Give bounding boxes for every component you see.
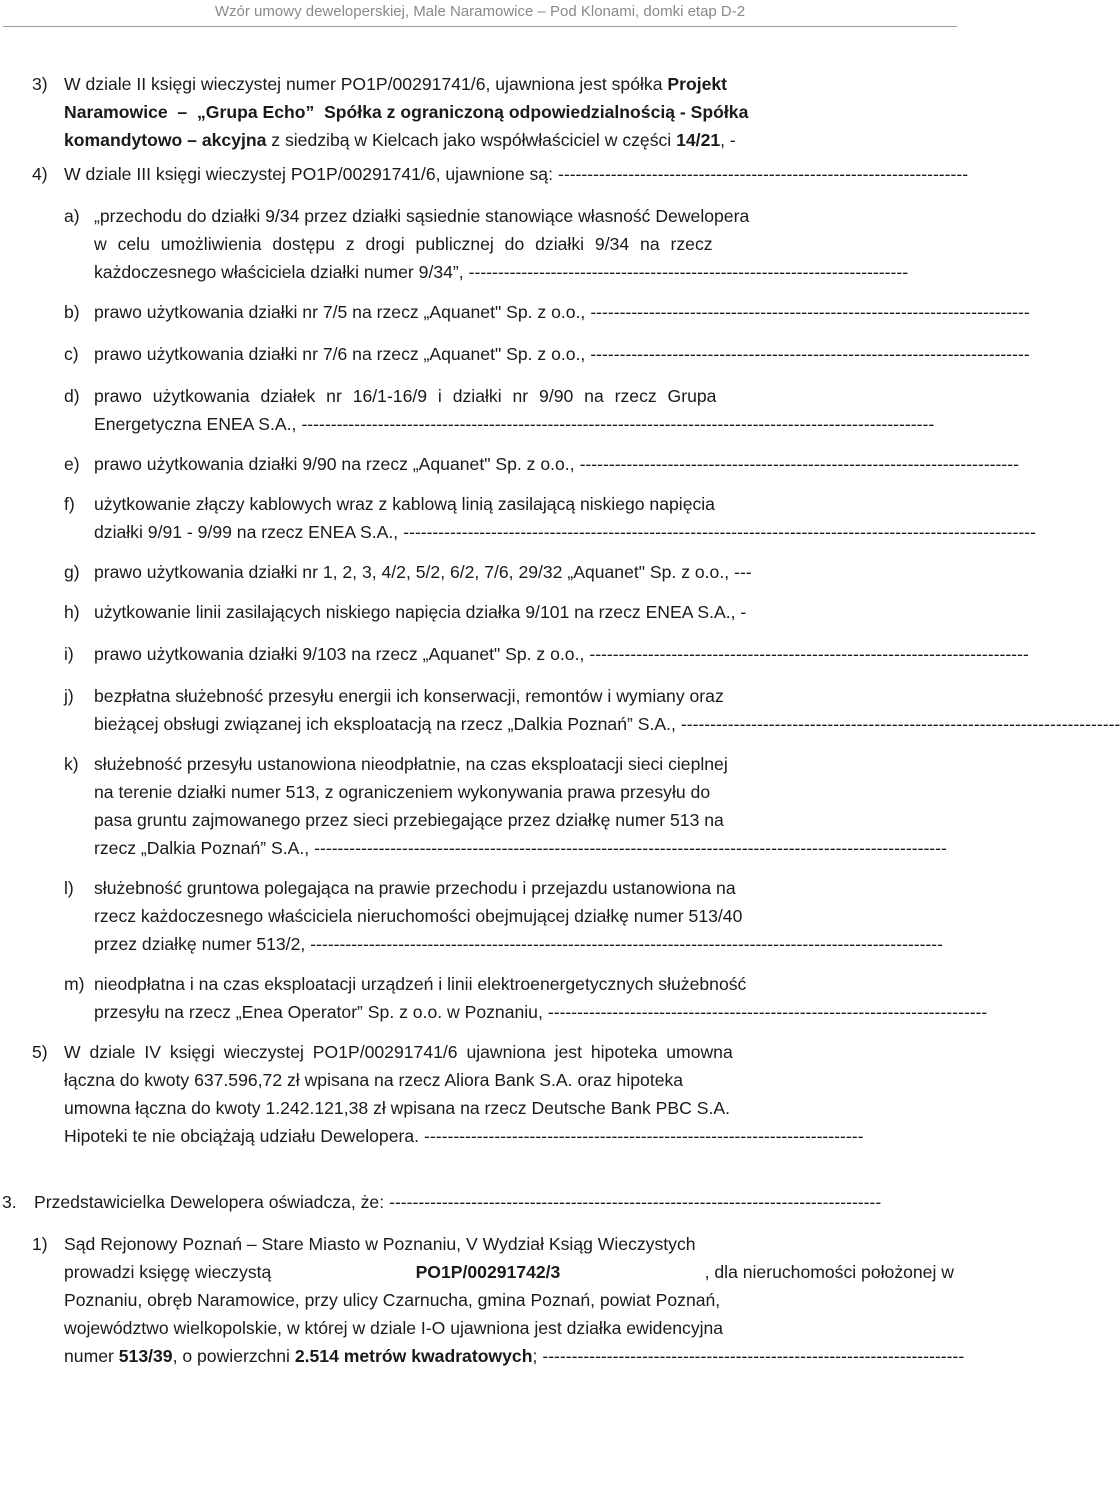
item-number: 3) xyxy=(32,74,48,94)
item-4f: f) użytkowanie złączy kablowych wraz z kablową linią zasilającą niskiego napięcia działki 9/91 - 9/99 na rzecz ENEA S.A., ------------------------------------------------------------------------------------------------------------ xyxy=(64,494,1036,542)
item-4d: d) prawo użytkowania działek nr 16/1-16/9 i działki nr 9/90 na rzecz Grupa Energetyczna ENEA S.A., ------------------------------------------------------------------------------------------------------------ xyxy=(64,386,935,434)
item-5: 5) W dziale IV księgi wieczystej PO1P/00291741/6 ujawniona jest hipoteka umowna łączna do kwoty 637.596,72 zł wpisana na rzecz Aliora Bank S.A. oraz hipoteka umowna łączna do kwoty 1.242.121,38 zł wpisana na rzecz Deutsche Bank PBC S.A. Hipoteki te nie obciążają udziału Dewelopera. --------------------------------------------------------------------------- xyxy=(32,1042,864,1146)
item-4k: k) służebność przesyłu ustanowiona nieodpłatnie, na czas eksploatacji sieci cieplnej na terenie działki numer 513, z ograniczeniem wykonywania prawa przesyłu do pasa gruntu zajmowanego przez sieci przebiegające przez działkę numer 513 na rzecz „Dalkia Poznań” S.A., ------------------------------------------------------------------------------------------------------------ xyxy=(64,754,947,858)
header-rule xyxy=(3,26,957,27)
item-4a: a) „przechodu do działki 9/34 przez działki sąsiednie stanowiące własność Dewelopera w celu umożliwienia dostępu z drogi publicznej do działki 9/34 na rzecz każdoczesnego właściciela działki numer 9/34”, --------------------------------------------------------------------------- xyxy=(64,206,909,282)
item-4g: g) prawo użytkowania działki nr 1, 2, 3, 4/2, 5/2, 6/2, 7/6, 29/32 „Aquanet" Sp. z o.o., --- xyxy=(64,562,752,582)
item-4h: h) użytkowanie linii zasilających niskiego napięcia działka 9/101 na rzecz ENEA S.A., - xyxy=(64,602,747,622)
item-3: 3) W dziale II księgi wieczystej numer PO1P/00291741/6, ujawniona jest spółka Projekt Naramowice – „Grupa Echo” Spółka z ograniczoną odpowiedzialnością - Spółka komandytowo – akcyjna z siedzibą w Kielcach jako współwłaściciel w części 14/21, - xyxy=(0,70,960,154)
page-header: Wzór umowy deweloperskiej, Male Naramowice – Pod Klonami, domki etap D-2 xyxy=(214,3,746,20)
section-3-heading: 3. Przedstawicielka Dewelopera oświadcza, że: ------------------------------------------------------------------------------------ xyxy=(2,1192,882,1212)
item-4m: m) nieodpłatna i na czas eksploatacji urządzeń i linii elektroenergetycznych służebność przesyłu na rzecz „Enea Operator” Sp. z o.o. w Poznaniu, --------------------------------------------------------------------------- xyxy=(64,974,988,1022)
item-4i: i) prawo użytkowania działki 9/103 na rzecz „Aquanet" Sp. z o.o., --------------------------------------------------------------------------- xyxy=(64,644,1029,664)
item-4: 4) W dziale III księgi wieczystej PO1P/00291741/6, ujawnione są: ---------------------------------------------------------------------- xyxy=(0,160,960,188)
section-3-item-1: 1) Sąd Rejonowy Poznań – Stare Miasto w Poznaniu, V Wydział Ksiąg Wieczystych prowadzi księgę wieczystą PO1P/00291742/3 , dla nieruchomości położonej w Poznaniu, obręb Naramowice, przy ulicy Czarnucha, gmina Poznań, powiat Poznań, województwo wielkopolskie, w której w dziale I-O ujawniona jest działka ewidencyjna numer 513/39, o powierzchni 2.514 metrów kwadratowych; ------------------------------------------------------------------------ xyxy=(32,1234,965,1366)
item-text: W dziale II księgi wieczystej numer PO1P/00291741/6, ujawniona jest spółka Projekt xyxy=(64,74,728,94)
company-name: Naramowice – „Grupa Echo” Spółka z ograniczoną odpowiedzialnością - Spółka xyxy=(64,102,749,122)
item-4c: c) prawo użytkowania działki nr 7/6 na rzecz „Aquanet" Sp. z o.o., --------------------------------------------------------------------------- xyxy=(64,344,1030,364)
item-4l: l) służebność gruntowa polegająca na prawie przechodu i przejazdu ustanowiona na rzecz każdoczesnego właściciela nieruchomości obejmującej działkę numer 513/40 przez działkę numer 513/2, ------------------------------------------------------------------------------------------------------------ xyxy=(64,878,944,954)
item-4e: e) prawo użytkowania działki 9/90 na rzecz „Aquanet" Sp. z o.o., --------------------------------------------------------------------------- xyxy=(64,454,1019,474)
item-4b: b) prawo użytkowania działki nr 7/5 na rzecz „Aquanet" Sp. z o.o., --------------------------------------------------------------------------- xyxy=(64,302,1030,322)
item-4j: j) bezpłatna służebność przesyłu energii ich konserwacji, remontów i wymiany oraz bieżącej obsługi związanej ich eksploatacją na rzecz „Dalkia Poznań” S.A., --------------------------------------------------------------------------- xyxy=(64,686,1120,734)
document-body xyxy=(0,70,1120,1370)
dash-fill: ---------------------------------------------------------------------- xyxy=(557,164,969,184)
